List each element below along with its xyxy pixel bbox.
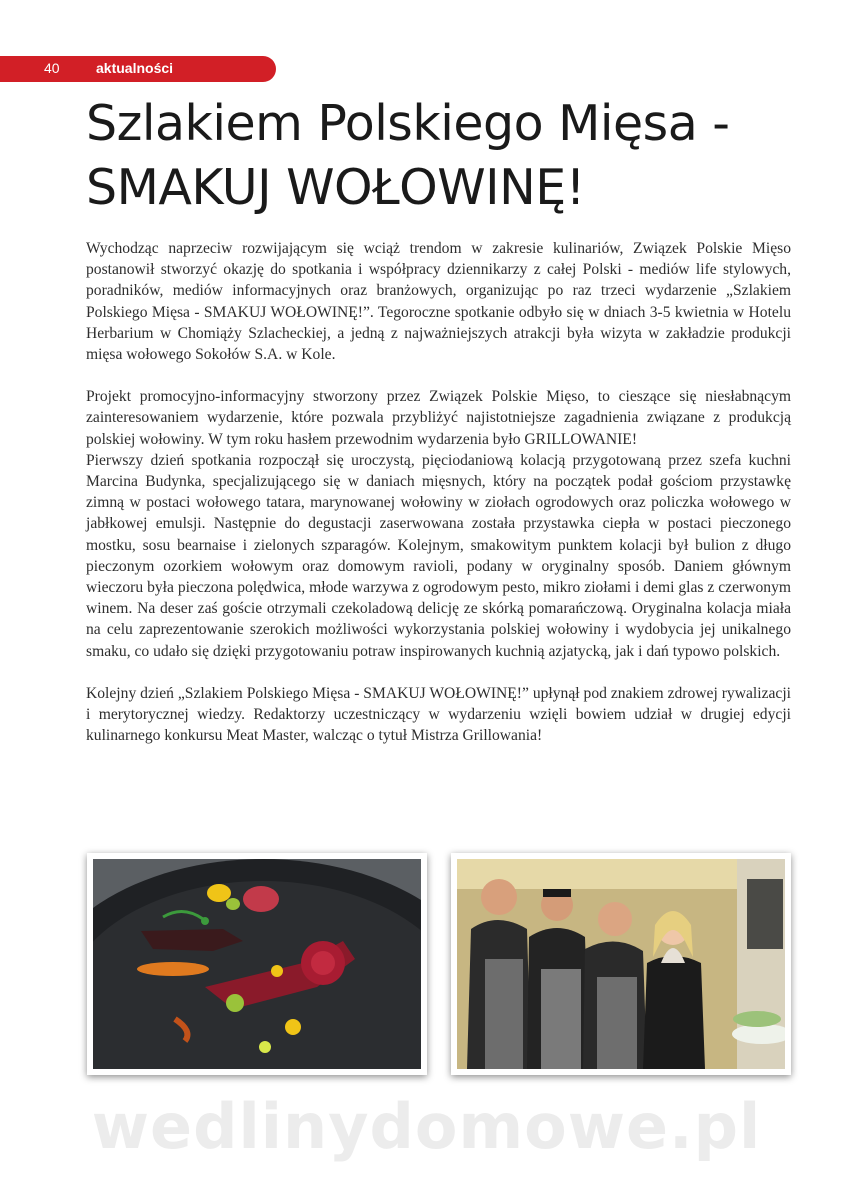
- chefs-illustration: [457, 859, 785, 1069]
- dish-illustration: [93, 859, 421, 1069]
- article-body: [86, 238, 791, 746]
- watermark: wedlinydomowe.pl: [91, 1090, 762, 1163]
- section-label: aktualności: [96, 60, 174, 76]
- paragraph-project: Projekt promocyjno-informacyjny stworzony przez Związek Polskie Mięso, to cieszące się niesłabnącym zainteresowaniem wydarzenie, które pozwala przybliżyć najistotniejsze zagadnienia związane z produkcją polskiej wołowiny. W tym roku hasłem przewodnim wydarzenia było GRILLOWANIE!: [86, 388, 791, 448]
- paragraph-intro: Wychodząc naprzeciw rozwijającym się wciąż trendom w zakresie kulinariów, Związek Polskie Mięso postanowił stworzyć okazję do spotkania i współpracy dziennikarzy z całej Polski - mediów life stylowych, poradników, mediów informacyjnych oraz branżowych, organizując po raz trzeci wydarzenie „Szlakiem Polskiego Mięsa - SMAKUJ WOŁOWINĘ!”. Tegoroczne spotkanie odbyło się w dniach 3-5 kwietnia w Hotelu Herbarium w Chomiąży Szlacheckiej, a jedną z najważniejszych atrakcji była wizyta w zakładzie produkcji mięsa wołowego Sokołów S.A. w Kole.: [86, 240, 791, 364]
- article-title-line-1: Szlakiem Polskiego Mięsa -: [86, 95, 730, 152]
- article-title: [86, 92, 806, 220]
- paragraph-second-day: Kolejny dzień „Szlakiem Polskiego Mięsa - SMAKUJ WOŁOWINĘ!” upłynął pod znakiem zdrowej rywalizacji i merytorycznej wiedzy. Redaktorzy uczestniczący w wydarzeniu wzięli bowiem udział w drugiej edycji kulinarnego konkursu Meat Master, walcząc o tytuł Mistrza Grillowania!: [86, 684, 791, 745]
- chefs-group-photo: [451, 853, 791, 1075]
- article-title-line-2: SMAKUJ WOŁOWINĘ!: [86, 159, 585, 216]
- dish-photo: [87, 853, 427, 1075]
- page-number: 40: [44, 60, 60, 76]
- section-header-bar: [0, 56, 276, 82]
- paragraph-first-day: Pierwszy dzień spotkania rozpoczął się uroczystą, pięciodaniową kolacją przygotowaną przez szefa kuchni Marcina Budynka, specjalizującego się w daniach mięsnych, który na początek podał gościom przystawkę zimną w postaci wołowego tatara, marynowanej wołowiny w ziołach ogrodowych oraz policzka wołowego w jabłkowej emulsji. Następnie do degustacji zaserwowana została przystawka ciepła w postaci pieczonego mostku, sosu bearnaise i zielonych szparagów. Kolejnym, smakowitym punktem kolacji był bulion z długo pieczonym ozorkiem wołowym oraz domowym ravioli, podany w oryginalny sposób. Daniem głównym wieczoru była pieczona polędwica, młode warzywa z ogrodowym pesto, mikro ziołami i demi glas z czerwonym winem. Na deser zaś goście otrzymali czekoladową delicję ze skórką pomarańczową. Oryginalna kolacja miała na celu zaprezentowanie szerokich możliwości wykorzystania polskiej wołowiny i wydobycia jej unikalnego smaku, co udało się dzięki przygotowaniu potraw inspirowanych kuchnią azjatycką, jak i dań typowo polskich.: [86, 451, 791, 660]
